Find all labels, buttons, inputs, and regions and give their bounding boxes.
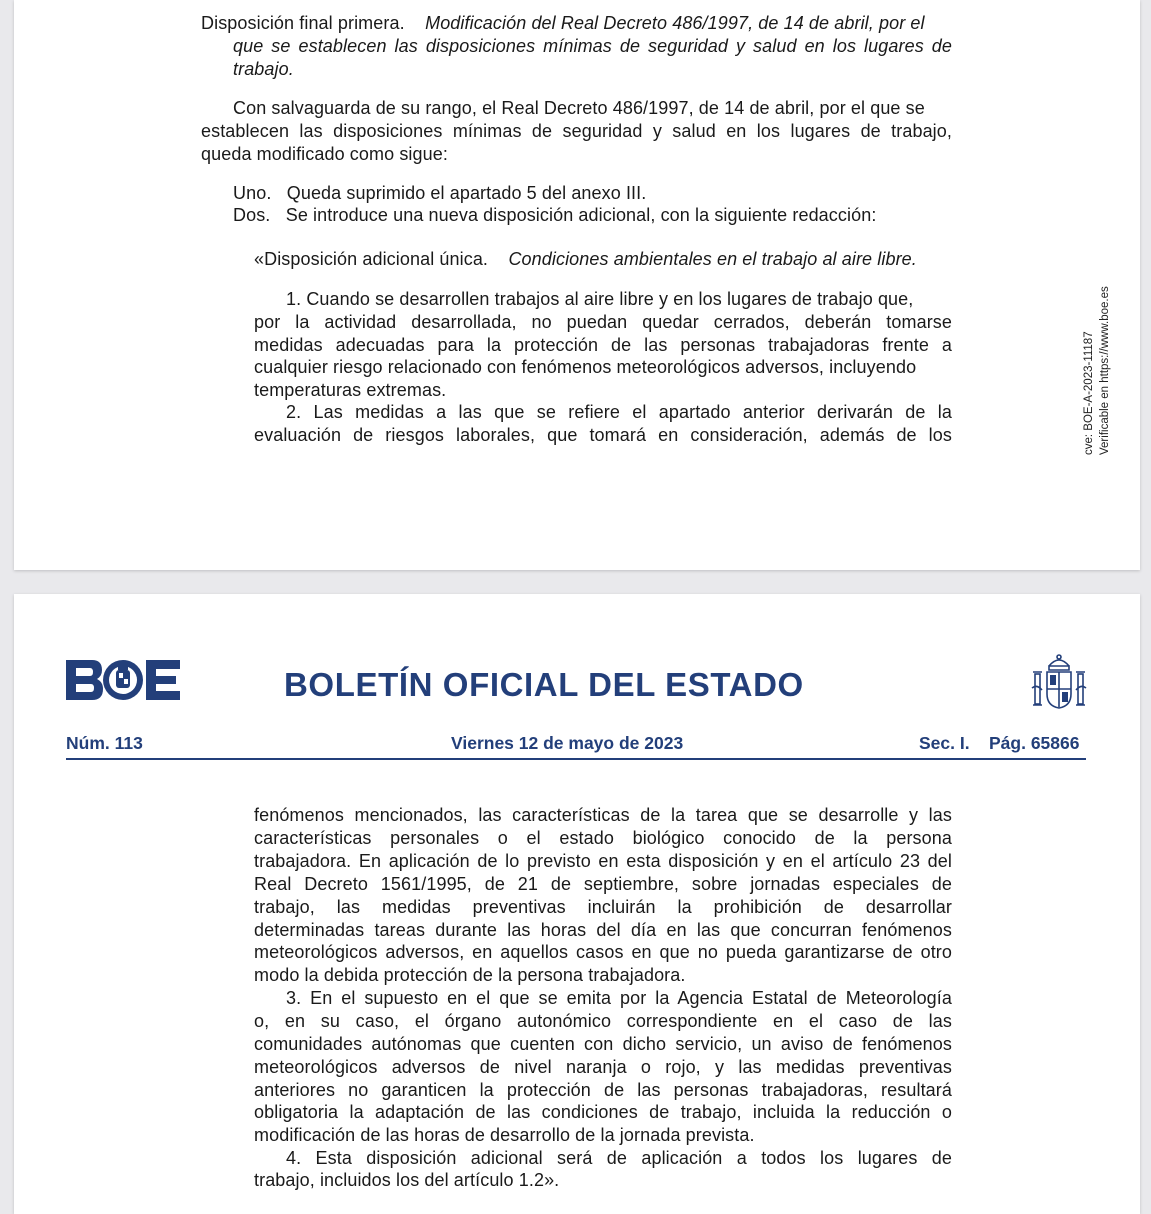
- paragraph-line: cualquier riesgo relacionado con fenómenos meteorológicos adversos, incluyendo: [254, 357, 917, 377]
- final-disposition-title-2: que se establecen las disposiciones mínimas de seguridad y salud en los lugares de: [233, 36, 952, 56]
- header-divider: [66, 758, 1086, 760]
- paragraph-line: 2. Las medidas a las que se refiere el apartado anterior derivarán de la: [286, 402, 952, 422]
- paragraph-line: modo la debida protección de la persona trabajadora.: [254, 965, 686, 985]
- issue-date: Viernes 12 de mayo de 2023: [451, 733, 684, 753]
- paragraph-line: 3. En el supuesto en el que se emita por la Agencia Estatal de Meteorología: [286, 988, 952, 1008]
- paragraph-line: establecen las disposiciones mínimas de seguridad y salud en los lugares de trabajo,: [201, 121, 952, 141]
- masthead-title: BOLETÍN OFICIAL DEL ESTADO: [284, 666, 804, 703]
- additional-disposition-label: «Disposición adicional única.: [254, 249, 489, 269]
- paragraph-line: evaluación de riesgos laborales, que tomará en consideración, además de los: [254, 425, 952, 445]
- paragraph-line: fenómenos mencionados, las características de la tarea que se desarrolle y las: [254, 805, 952, 825]
- list-item-number: Uno.: [233, 183, 272, 203]
- paragraph-line: trabajadora. En aplicación de lo previsto en esta disposición y en el artículo 23 del: [254, 851, 952, 871]
- paragraph-line: anteriores no garanticen la protección de las personas trabajadoras, resultará: [254, 1080, 952, 1100]
- coat-of-arms-icon: [1028, 652, 1090, 714]
- paragraph-line: obligatoria la adaptación de las condiciones de trabajo, incluida la reducción o: [254, 1102, 952, 1122]
- document-page-1: [14, 0, 1140, 570]
- paragraph-line: trabajo, incluidos los del artículo 1.2».: [254, 1170, 560, 1190]
- paragraph-line: o, en su caso, el órgano autonómico correspondiente en el caso de las: [254, 1011, 952, 1031]
- page-number: Pág. 65866: [989, 733, 1080, 753]
- boe-logo-icon: [66, 660, 180, 700]
- verification-url[interactable]: Verificable en https://www.boe.es: [1099, 286, 1111, 455]
- paragraph-line: meteorológicos adversos de nivel naranja o rojo, y las medidas preventivas: [254, 1057, 952, 1077]
- paragraph-line: características personales o el estado biológico conocido de la persona: [254, 828, 952, 848]
- paragraph-line: 4. Esta disposición adicional será de aplicación a todos los lugares de: [286, 1148, 952, 1168]
- list-item-uno: [233, 182, 646, 205]
- paragraph-line: por la actividad desarrollada, no puedan quedar cerrados, deberán tomarse: [254, 312, 952, 332]
- paragraph-line: 1. Cuando se desarrollen trabajos al aire libre y en los lugares de trabajo que,: [286, 289, 914, 309]
- list-item-text: Se introduce una nueva disposición adicional, con la siguiente redacción:: [285, 205, 877, 225]
- cve-code: cve: BOE-A-2023-11187: [1083, 331, 1095, 455]
- issue-number: Núm. 113: [66, 733, 143, 753]
- final-disposition-title-3: trabajo.: [233, 59, 294, 79]
- final-disposition-heading: [201, 12, 925, 35]
- list-item-text: Queda suprimido el apartado 5 del anexo III.: [286, 183, 647, 203]
- paragraph-line: meteorológicos adversos, en aquellos casos en que no pueda garantizarse de otro: [254, 942, 952, 962]
- final-disposition-label: Disposición final primera.: [201, 13, 405, 33]
- paragraph-line: temperaturas extremas.: [254, 380, 447, 400]
- final-disposition-title-1: Modificación del Real Decreto 486/1997, de 14 de abril, por el: [425, 13, 925, 33]
- paragraph-line: trabajo, las medidas preventivas incluirán la prohibición de desarrollar: [254, 897, 952, 917]
- paragraph-line: modificación de las horas de desarrollo de la jornada prevista.: [254, 1125, 755, 1145]
- additional-disposition-title: Condiciones ambientales en el trabajo al aire libre.: [508, 249, 917, 269]
- section-label: Sec. I.: [919, 733, 970, 753]
- paragraph-line: medidas adecuadas para la protección de las personas trabajadoras frente a: [254, 335, 952, 355]
- additional-disposition-heading: [254, 248, 917, 271]
- paragraph-line: Real Decreto 1561/1995, de 21 de septiembre, sobre jornadas especiales de: [254, 874, 952, 894]
- paragraph-line: comunidades autónomas que cuenten con dicho servicio, un aviso de fenómenos: [254, 1034, 952, 1054]
- paragraph-line: determinadas tareas durante las horas del día en las que concurran fenómenos: [254, 920, 952, 940]
- list-item-dos: [233, 204, 876, 227]
- paragraph-line: queda modificado como sigue:: [201, 144, 448, 164]
- document-page-2: [14, 594, 1140, 1214]
- paragraph-line: Con salvaguarda de su rango, el Real Decreto 486/1997, de 14 de abril, por el que se: [233, 98, 925, 118]
- list-item-number: Dos.: [233, 205, 271, 225]
